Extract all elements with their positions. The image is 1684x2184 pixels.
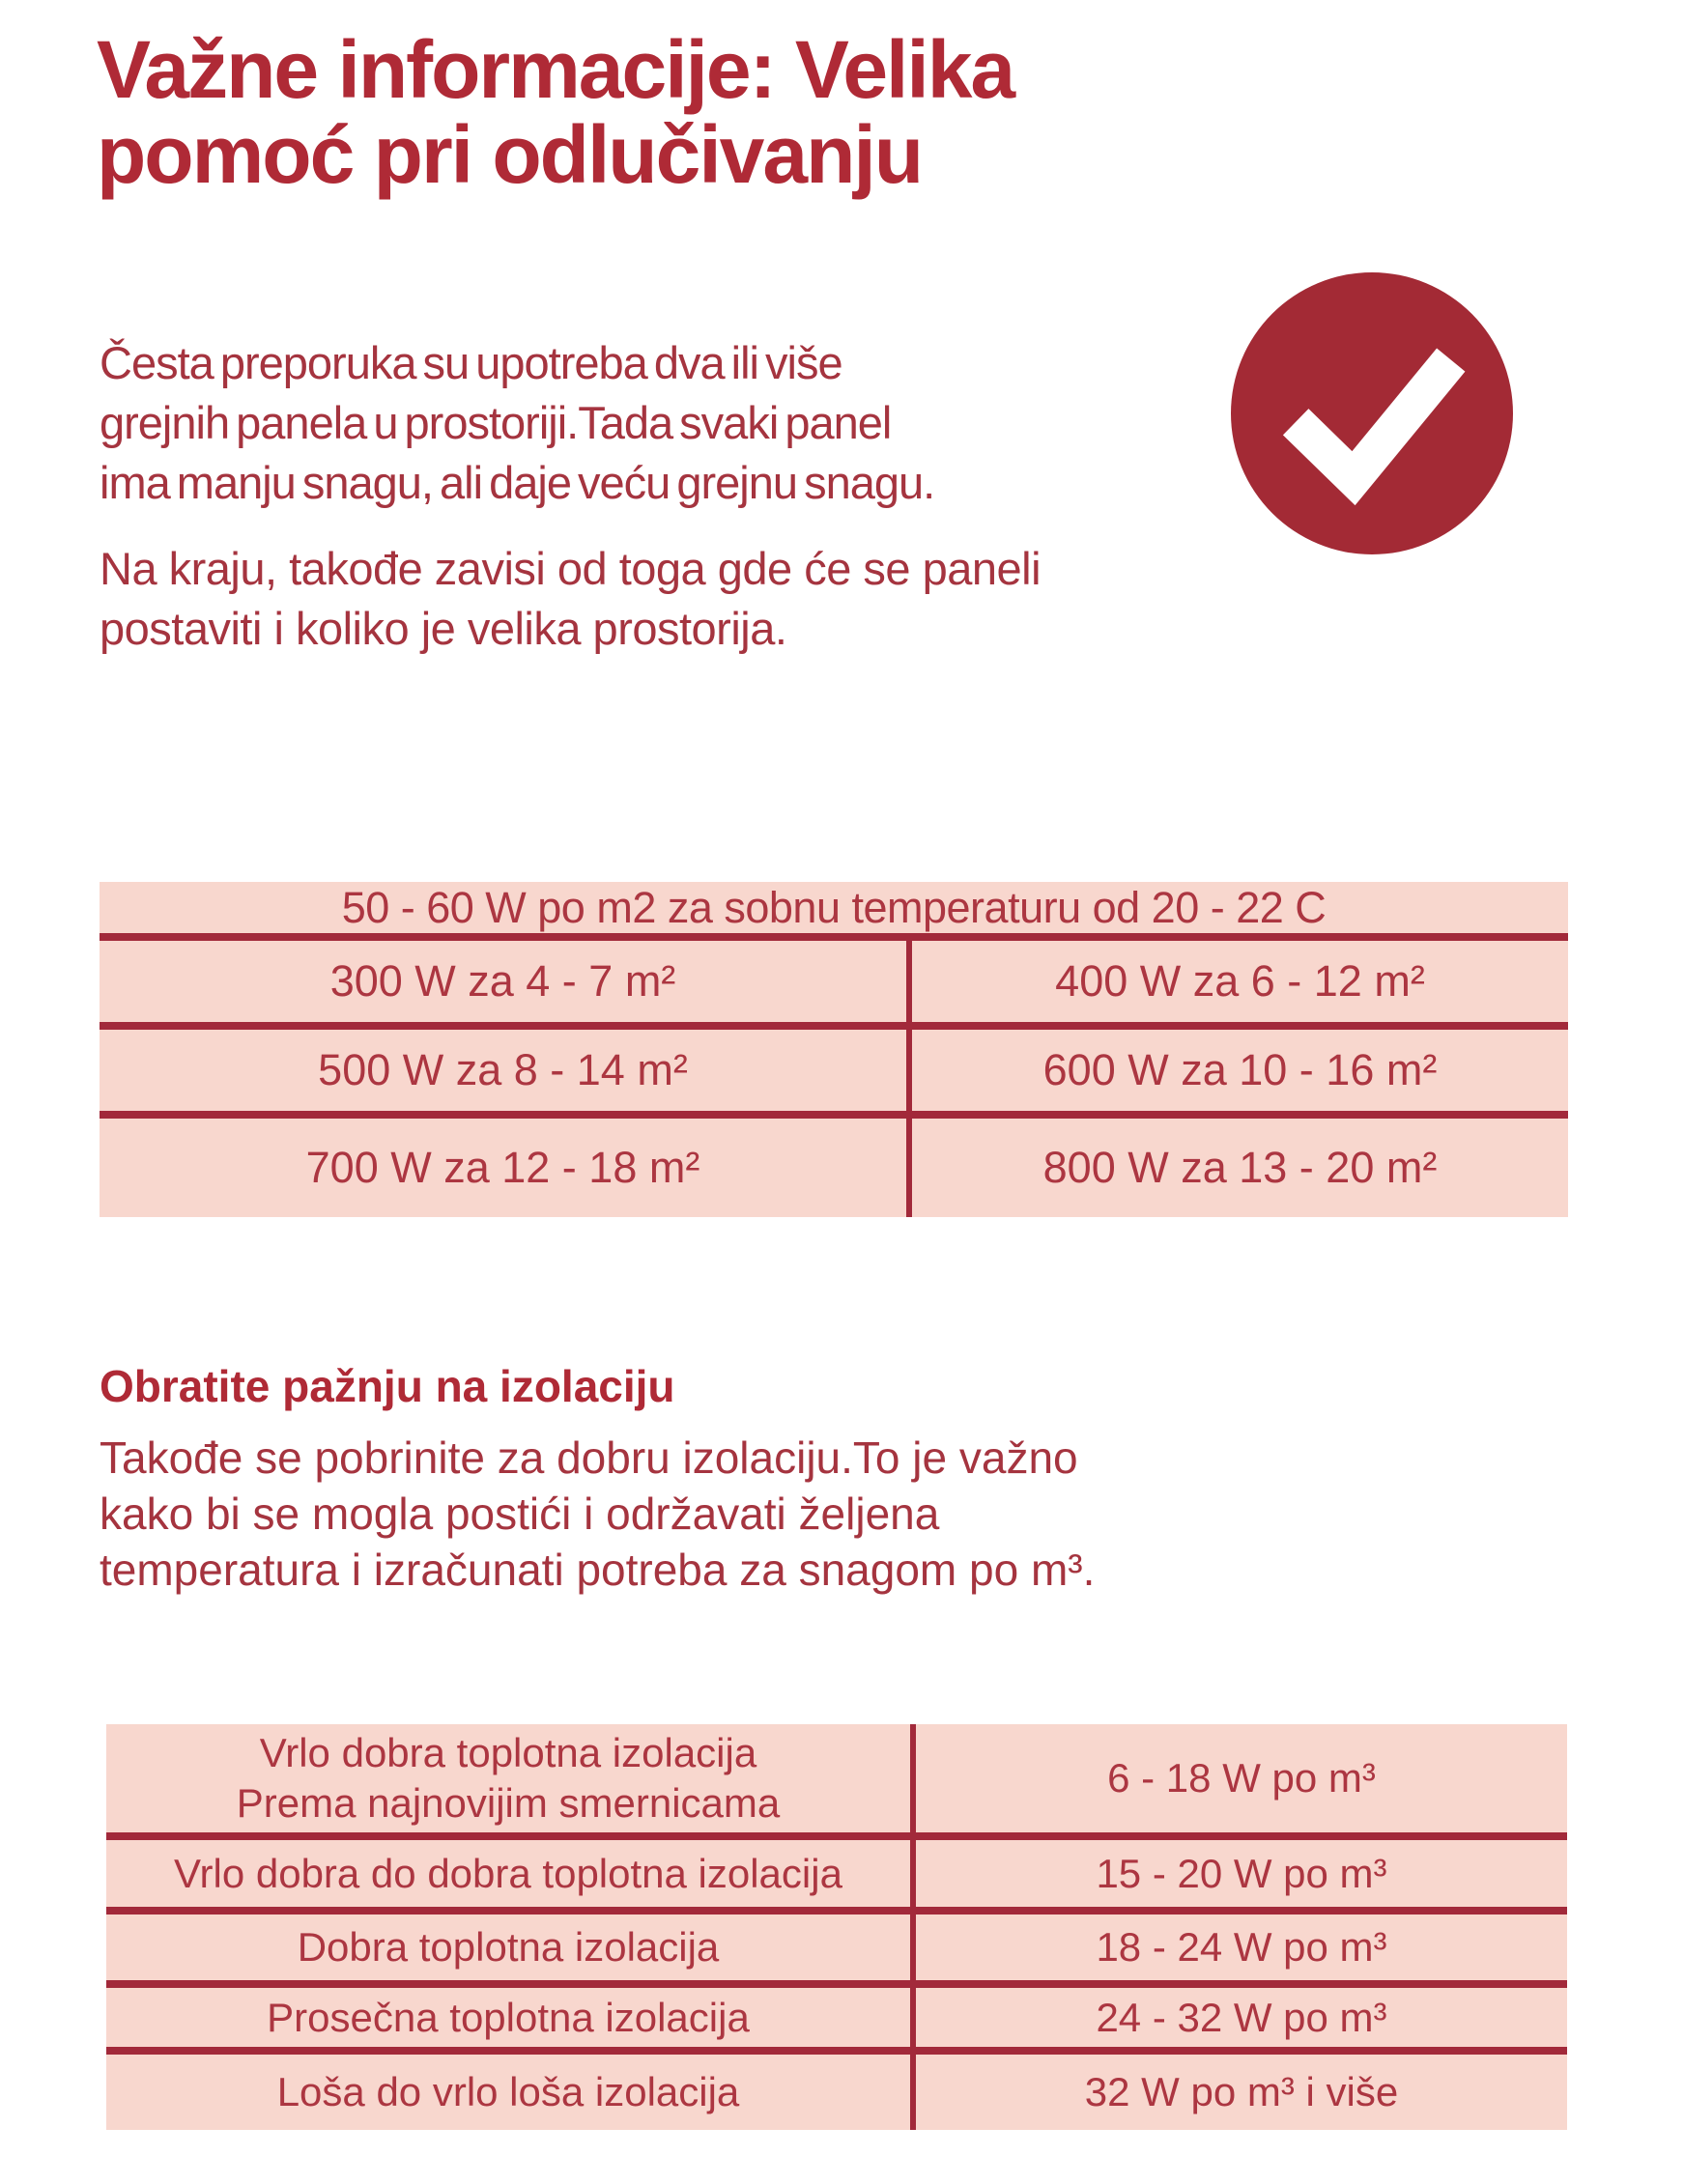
paragraph-line: grejnih panela u prostoriji.Tada svaki panel [100,397,892,448]
table-cell-right: 400 W za 6 - 12 m² [1055,956,1425,1006]
page-title-line: Važne informacije: Velika [97,24,1014,115]
table-cell-right: 600 W za 10 - 16 m² [1042,1045,1438,1094]
page-title [97,24,1014,200]
table-cell-line: Vrlo dobra do dobra toplotna izolacija [174,1850,842,1896]
power-recommendation-table [100,882,1568,1217]
table-row [106,1915,1567,1988]
paragraph-line: Na kraju, takođe zavisi od toga gde će se paneli [100,543,1042,594]
table-cell-right: 32 W po m³ i više [1084,2069,1399,2114]
paragraph-line: kako bi se mogla postići i održavati željena [100,1489,940,1539]
table-cell-left [106,1988,916,2047]
table-row [106,1724,1567,1840]
table-cell-line: Prosečna toplotna izolacija [267,1994,750,2040]
table-cell-right: 6 - 18 W po m³ [1107,1755,1376,1801]
table-cell-line: Vrlo dobra toplotna izolacija [259,1730,757,1775]
table-cell-line: Prema najnovijim smernicama [236,1780,781,1826]
table-cell-left [106,1724,916,1832]
table-cell-left [106,1840,916,1907]
table-cell-line: Loša do vrlo loša izolacija [276,2069,740,2114]
table-cell-left: 300 W za 4 - 7 m² [100,941,912,1022]
table-cell-left: 500 W za 8 - 14 m² [100,1030,912,1111]
table-row [100,1119,1568,1217]
table-row [100,941,1568,1030]
intro-paragraph-1 [100,333,934,513]
table-cell-right: 24 - 32 W po m³ [1096,1994,1387,2040]
paragraph-line: Česta preporuka su upotreba dva ili više [100,337,842,388]
paragraph-line: ima manju snagu, ali daje veću grejnu snagu. [100,457,935,508]
paragraph-line: postaviti i koliko je velika prostorija. [100,603,787,654]
table-cell-left [106,1915,916,1980]
insulation-paragraph [100,1430,1095,1598]
paragraph-line: temperatura i izračunati potreba za snagom po m³. [100,1545,1096,1595]
intro-paragraph-2 [100,539,1041,659]
table-row [106,1988,1567,2055]
insulation-table [106,1724,1567,2130]
table-cell-right: 800 W za 13 - 20 m² [1042,1143,1438,1192]
page-title-line: pomoć pri odlučivanju [97,109,923,200]
power-table-header: 50 - 60 W po m2 za sobnu temperaturu od 20 - 22 C [100,882,1568,941]
table-cell-left [106,2055,916,2130]
check-circle-icon [1231,272,1513,554]
table-row [100,1030,1568,1119]
table-cell-line: Dobra toplotna izolacija [297,1924,720,1970]
table-cell-left: 700 W za 12 - 18 m² [100,1119,912,1217]
table-cell-right: 18 - 24 W po m³ [1096,1924,1387,1970]
paragraph-line: Takođe se pobrinite za dobru izolaciju.To je važno [100,1432,1078,1483]
table-row [106,1840,1567,1915]
insulation-section-heading: Obratite pažnju na izolaciju [100,1361,675,1411]
table-cell-right: 15 - 20 W po m³ [1096,1850,1387,1896]
table-row [106,2055,1567,2130]
